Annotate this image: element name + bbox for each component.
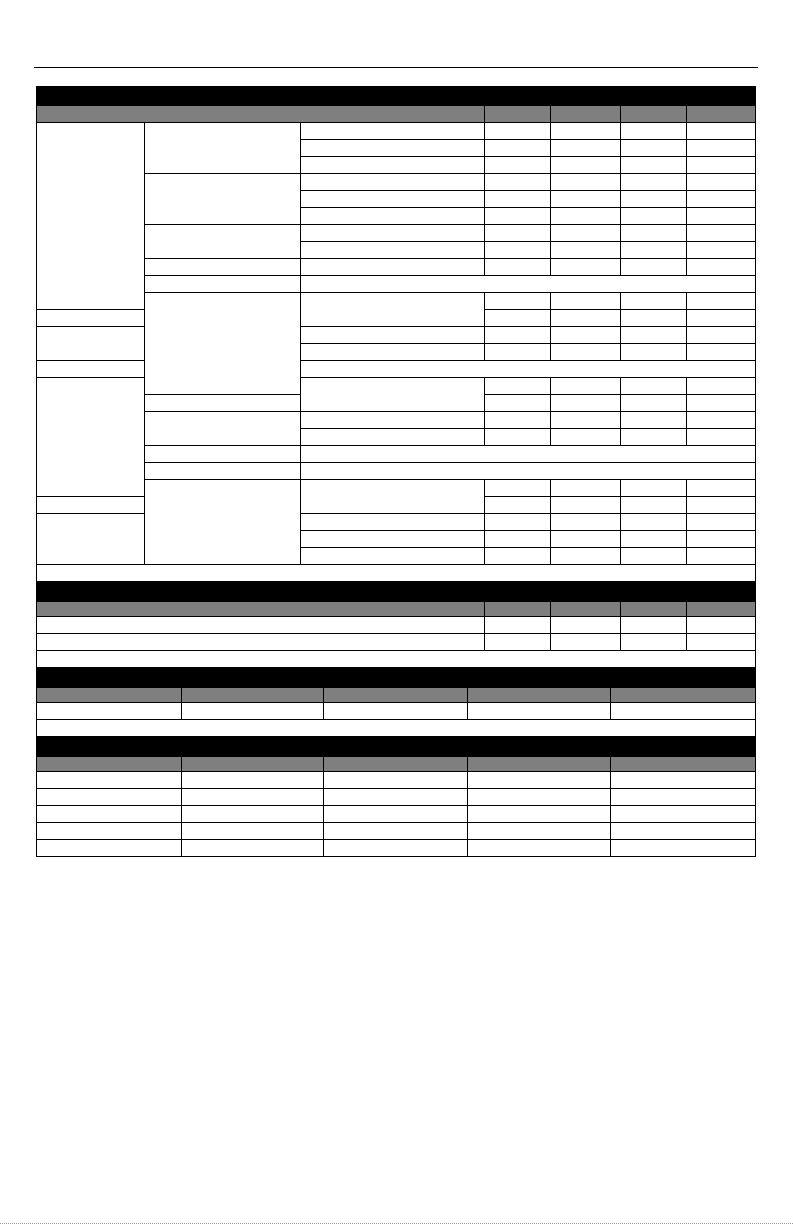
table-title-bar <box>37 738 756 757</box>
table-row <box>37 293 756 310</box>
table-footnote-row <box>37 651 756 668</box>
sub-group-cell <box>37 327 145 361</box>
header-cell <box>37 757 182 772</box>
header-cell <box>468 688 611 703</box>
table-row <box>37 225 756 242</box>
table-row <box>37 361 756 378</box>
sub-group-cell <box>145 174 301 225</box>
header-cell <box>485 106 551 123</box>
table-title <box>37 669 756 688</box>
row-group-cell <box>145 480 301 565</box>
sub-group-cell <box>301 378 485 412</box>
table-row <box>37 480 756 497</box>
table-title-bar <box>37 669 756 688</box>
header-cell <box>621 106 687 123</box>
table-row <box>37 634 756 651</box>
table-title <box>37 87 756 106</box>
table-header-row <box>37 757 756 772</box>
header-cell <box>611 688 756 703</box>
header-cell <box>182 688 324 703</box>
table-row <box>37 703 756 720</box>
spec-table-4 <box>36 737 756 857</box>
document-body <box>36 86 755 857</box>
header-cell <box>468 757 611 772</box>
merged-cell <box>301 361 756 378</box>
table-title-bar <box>37 583 756 602</box>
merged-cell <box>301 276 756 293</box>
table-row <box>37 123 756 140</box>
page-header-rule <box>34 67 758 68</box>
table-header-row <box>37 688 756 703</box>
sub-group-cell <box>145 259 301 276</box>
header-cell <box>687 106 756 123</box>
table-row <box>37 276 756 293</box>
sub-group-cell <box>145 412 301 446</box>
table-row <box>37 446 756 463</box>
header-cell <box>182 757 324 772</box>
table-row <box>37 789 756 806</box>
sub-group-cell <box>301 293 485 327</box>
table-row <box>37 463 756 480</box>
table-row <box>37 617 756 634</box>
table-header-row <box>37 602 756 617</box>
sub-group-cell <box>145 446 301 463</box>
spec-table-1 <box>36 86 756 582</box>
header-cell <box>37 106 485 123</box>
header-cell <box>37 688 182 703</box>
page-bottom-edge <box>0 1223 793 1224</box>
table-footnote-row <box>37 720 756 737</box>
table-row <box>37 823 756 840</box>
row-group-cell <box>145 293 301 395</box>
sub-group-cell <box>37 361 145 378</box>
row-group-cell <box>37 123 145 310</box>
table-row <box>37 806 756 823</box>
table-row <box>37 174 756 191</box>
table-row <box>37 259 756 276</box>
row-group-cell <box>37 378 145 497</box>
header-cell <box>551 106 621 123</box>
table-title-bar <box>37 87 756 106</box>
table-title <box>37 583 756 602</box>
header-cell <box>37 602 485 617</box>
table-footnote <box>37 651 756 668</box>
sub-group-cell <box>301 480 485 514</box>
table-row <box>37 412 756 429</box>
merged-cell <box>301 463 756 480</box>
table-row <box>37 327 756 344</box>
merged-cell <box>301 446 756 463</box>
table-title <box>37 738 756 757</box>
table-row <box>37 772 756 789</box>
table-footnote-row <box>37 565 756 582</box>
table-footnote <box>37 565 756 582</box>
sub-group-cell <box>145 276 301 293</box>
sub-group-cell <box>145 225 301 259</box>
header-cell <box>621 602 687 617</box>
table-row <box>37 378 756 395</box>
table-footnote <box>37 720 756 737</box>
table-row <box>37 840 756 857</box>
header-cell <box>485 602 551 617</box>
header-cell <box>324 757 468 772</box>
header-cell <box>551 602 621 617</box>
spec-table-3 <box>36 668 756 737</box>
table-row <box>37 514 756 531</box>
sub-group-cell <box>145 463 301 480</box>
table-header-row <box>37 106 756 123</box>
spec-table-2 <box>36 582 756 668</box>
header-cell <box>324 688 468 703</box>
header-cell <box>687 602 756 617</box>
sub-group-cell <box>37 514 145 565</box>
sub-group-cell <box>145 123 301 174</box>
header-cell <box>611 757 756 772</box>
